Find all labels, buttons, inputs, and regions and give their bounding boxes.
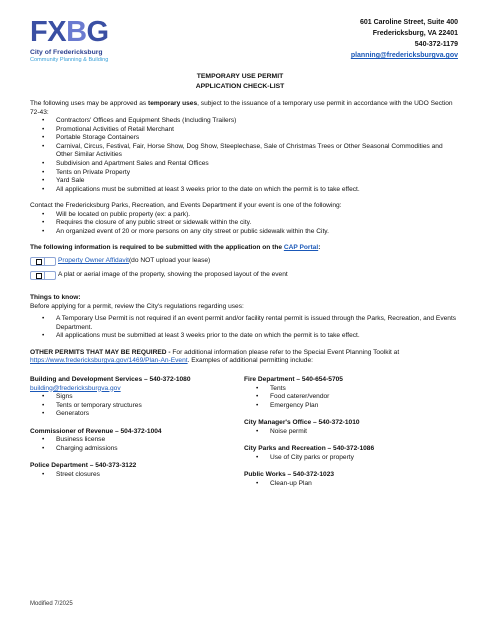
department-permit-list [244, 480, 458, 489]
title-line-2: APPLICATION CHECK-LIST [195, 82, 285, 90]
list-item: • Food caterer/vendor [250, 393, 458, 402]
department-heading: Building and Development Services – 540-372-1080 [30, 375, 191, 383]
document-body [30, 100, 458, 489]
department-heading: City Parks and Recreation – 540-372-1086 [244, 445, 375, 453]
list-item: • Subdivision and Apartment Sales and Rental Offices [36, 160, 458, 169]
list-item: • Tents or temporary structures [36, 402, 244, 411]
list-item: • A Temporary Use Permit is not required if an event permit and/or facility rental permit is issued through the Parks, Recreation, and Events Department. [36, 315, 458, 332]
other-permits-paragraph: OTHER PERMITS THAT MAY BE REQUIRED - For additional information please refer to the Special Event Planning Toolkit at https://www.fredericksburgva.gov/1469/Plan-An-Event. Examples of additional permitting include: [30, 348, 400, 365]
list-item: • Charging admissions [36, 445, 244, 454]
property-owner-affidavit-link[interactable]: Property Owner Affidavit [58, 257, 129, 265]
department-permit-list [30, 393, 244, 419]
list-item: • Street closures [36, 471, 244, 480]
cap-portal-link[interactable]: CAP Portal [283, 244, 319, 252]
parks-intro: Contact the Fredericksburg Parks, Recreation, and Events Department if your event is one of the following: [30, 202, 342, 210]
list-item: • An organized event of 20 or more persons on any city street or public sidewalk within the City. [36, 228, 458, 237]
list-item: • Generators [36, 410, 244, 419]
list-item: • Carnival, Circus, Festival, Fair, Horse Show, Dog Show, Steeplechase, Sale of Christmas Trees or Other Seasonal Commodities and Other Similar Activities [36, 143, 458, 160]
list-item: • Business license [36, 436, 244, 445]
plan-an-event-link[interactable]: https://www.fredericksburgva.gov/1469/Plan-An-Event [30, 357, 188, 365]
department-heading: City Manager's Office – 540-372-1010 [244, 419, 360, 427]
department-permit-list [244, 385, 458, 411]
list-item: • Will be located on public property (ex: a park). [36, 211, 458, 220]
departments-columns [30, 376, 458, 489]
office-phone: 540-372-1179 [414, 41, 458, 48]
list-item: • All applications must be submitted at least 3 weeks prior to the date on which the permit is to take effect. [36, 332, 458, 341]
address-line-2: Fredericksburg, VA 22401 [372, 30, 458, 37]
modified-date: Modified 7/2025 [30, 601, 73, 607]
department-email-link[interactable]: building@fredericksburgva.gov [30, 384, 121, 392]
list-item: • Tents [250, 385, 458, 394]
checklist-item-affidavit: Property Owner Affidavit (do NOT upload your lease) [30, 256, 458, 267]
department-permit-list [244, 454, 458, 463]
checklist-item-plat: A plat or aerial image of the property, showing the proposed layout of the event [30, 270, 458, 281]
list-item: • Emergency Plan [250, 402, 458, 411]
list-item: • Noise permit [250, 428, 458, 437]
list-item: • Signs [36, 393, 244, 402]
logo-mark: FXBG [30, 16, 109, 48]
department-permit-list [244, 428, 458, 437]
intro-paragraph: The following uses may be approved as temporary uses, subject to the issuance of a temporary use permit in accordance with the UDO Section 72-43: [30, 100, 453, 116]
department-heading: Public Works – 540-372-1023 [244, 471, 335, 479]
logo-city-name: City of Fredericksburg [30, 49, 103, 56]
list-item: • Tents on Private Property [36, 169, 458, 178]
document-title [0, 72, 480, 91]
department-heading: Fire Department – 540-654-5705 [244, 375, 343, 383]
title-line-1: TEMPORARY USE PERMIT [196, 73, 284, 80]
department-heading: Commissioner of Revenue – 504-372-1004 [30, 427, 162, 435]
list-item: • Use of City parks or property [250, 454, 458, 463]
departments-right-column [244, 376, 458, 489]
list-item: • All applications must be submitted at least 3 weeks prior to the date on which the permit is to take effect. [36, 186, 458, 195]
department-permit-list [30, 471, 244, 480]
list-item: • Clean-up Plan [250, 480, 458, 489]
affidavit-checkbox[interactable] [30, 257, 56, 266]
list-item: • Contractors' Offices and Equipment Sheds (Including Trailers) [36, 117, 458, 126]
department-permit-list [30, 436, 244, 453]
temporary-uses-list [30, 117, 458, 194]
list-item: • Promotional Activities of Retail Merchant [36, 126, 458, 135]
parks-conditions-list [30, 211, 458, 237]
city-logo [30, 18, 120, 66]
logo-department-name: Community Planning & Building [30, 57, 109, 63]
list-item: • Yard Sale [36, 177, 458, 186]
things-intro: Before applying for a permit, review the City's regulations regarding uses: [30, 302, 244, 310]
plat-checkbox[interactable] [30, 271, 56, 280]
office-email-link[interactable]: planning@fredericksburgva.gov [350, 52, 458, 59]
list-item: • Requires the closure of any public street or sidewalk within the city. [36, 219, 458, 228]
things-to-know-list [30, 315, 458, 341]
required-info-heading: The following information is required to be submitted with the application on the CAP Portal: [30, 244, 321, 252]
list-item: • Portable Storage Containers [36, 134, 458, 143]
department-heading: Police Department – 540-373-3122 [30, 462, 137, 470]
things-heading: Things to know: [30, 294, 81, 301]
departments-left-column [30, 376, 244, 489]
office-address [351, 17, 458, 61]
address-line-1: 601 Caroline Street, Suite 400 [359, 19, 458, 26]
